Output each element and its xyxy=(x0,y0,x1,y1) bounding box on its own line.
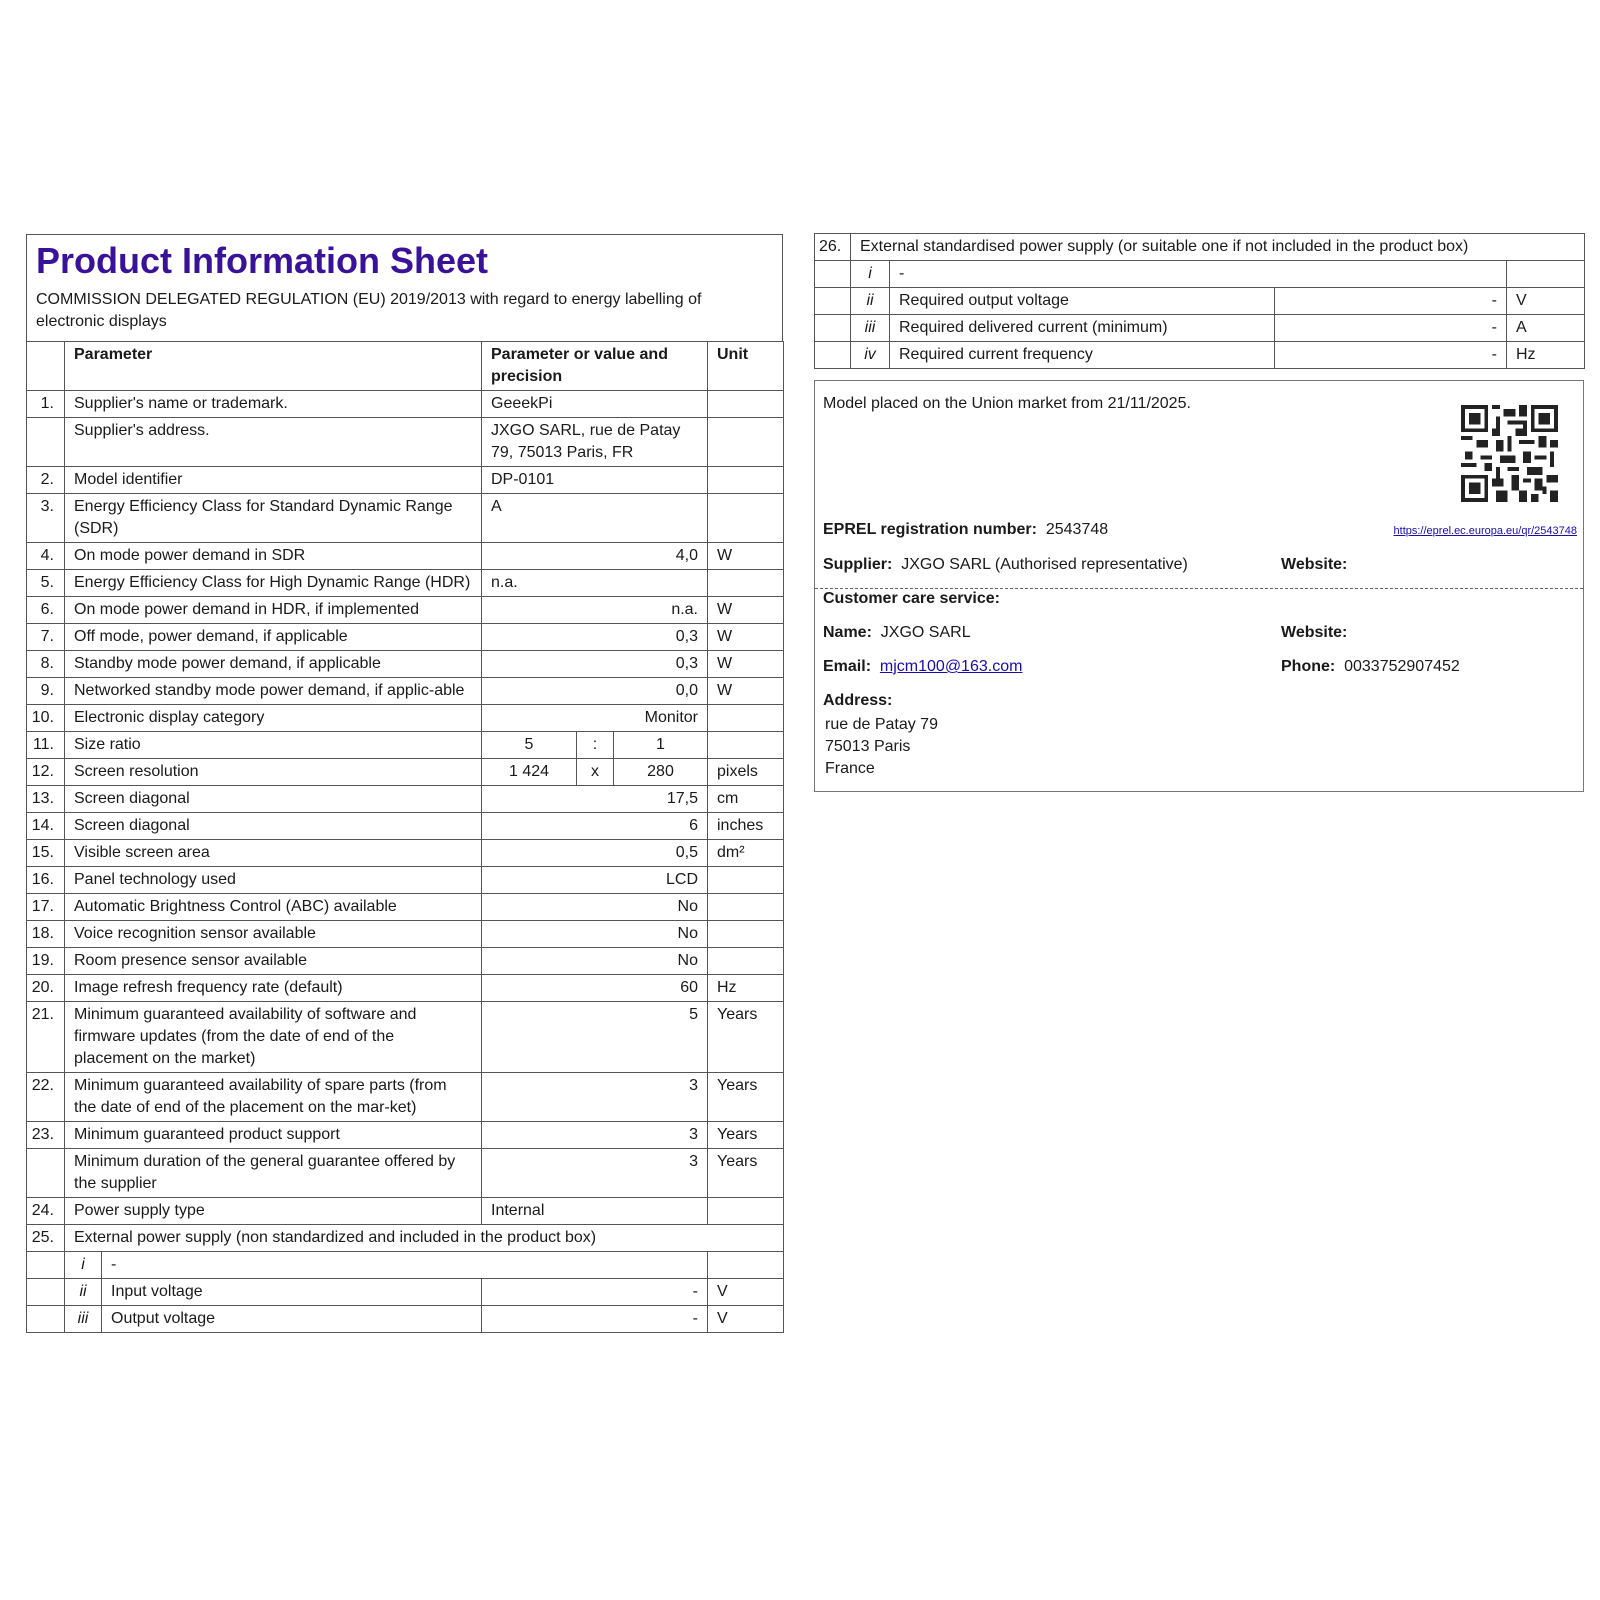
table-row xyxy=(27,705,784,732)
sub-row xyxy=(27,1279,784,1306)
header-value: Parameter or value and precision xyxy=(482,342,708,391)
row-unit xyxy=(708,418,784,467)
row-unit xyxy=(708,467,784,494)
care-name-line xyxy=(823,624,971,642)
row-value: n.a. xyxy=(482,570,708,597)
sub-row-text: Required current frequency xyxy=(890,342,1275,369)
market-placement-text: Model placed on the Union market from 21/11/2025. xyxy=(823,395,1191,412)
row-number: 21. xyxy=(27,1002,65,1073)
row-number xyxy=(27,1149,65,1198)
care-email-link[interactable]: mjcm100@163.com xyxy=(879,658,1023,675)
row-parameter: Visible screen area xyxy=(65,840,482,867)
address-line: 75013 Paris xyxy=(825,738,911,755)
supplier-website-label: Website: xyxy=(1281,556,1348,573)
care-name-label: Name: xyxy=(823,624,872,641)
row-value-a: 5 xyxy=(482,732,577,759)
row-number: 9. xyxy=(27,678,65,705)
row-parameter: Minimum guaranteed availability of software and firmware updates (from the date of end of the placement on the market) xyxy=(65,1002,482,1073)
row-unit: W xyxy=(708,678,784,705)
row-number: 20. xyxy=(27,975,65,1002)
sub-row-index: i xyxy=(851,261,890,288)
table-row xyxy=(27,678,784,705)
row-value: 6 xyxy=(482,813,708,840)
sub-row-unit xyxy=(708,1252,784,1279)
sub-row-index: ii xyxy=(851,288,890,315)
eprel-link[interactable]: https://eprel.ec.europa.eu/qr/2543748 xyxy=(1393,525,1577,537)
row-unit xyxy=(708,1198,784,1225)
row-parameter: Screen diagonal xyxy=(65,813,482,840)
care-phone-label: Phone: xyxy=(1281,658,1336,675)
sub-row-text: Input voltage xyxy=(102,1279,482,1306)
row-parameter: Automatic Brightness Control (ABC) available xyxy=(65,894,482,921)
row-unit: pixels xyxy=(708,759,784,786)
supplier-label: Supplier: xyxy=(823,556,893,573)
table-row xyxy=(27,813,784,840)
header-unit: Unit xyxy=(708,342,784,391)
table-row xyxy=(27,418,784,467)
row-parameter: Off mode, power demand, if applicable xyxy=(65,624,482,651)
eprel-label: EPREL registration number: xyxy=(823,521,1037,538)
sub-row-value: - xyxy=(482,1279,708,1306)
row-unit: W xyxy=(708,624,784,651)
row-parameter: External power supply (non standardized and included in the product box) xyxy=(65,1225,784,1252)
row-unit xyxy=(708,894,784,921)
row-unit xyxy=(708,948,784,975)
header-parameter: Parameter xyxy=(65,342,482,391)
sub-row-index: iv xyxy=(851,342,890,369)
care-address xyxy=(825,714,938,780)
row-number: 8. xyxy=(27,651,65,678)
row-unit: W xyxy=(708,597,784,624)
row-unit: Years xyxy=(708,1002,784,1073)
sub-row-value: - xyxy=(482,1306,708,1333)
row-value: 3 xyxy=(482,1149,708,1198)
table-row xyxy=(27,894,784,921)
row-value: No xyxy=(482,948,708,975)
table-row xyxy=(27,759,784,786)
sub-row-index: iii xyxy=(65,1306,102,1333)
sub-row xyxy=(27,1252,784,1279)
row-parameter: Standby mode power demand, if applicable xyxy=(65,651,482,678)
sub-row-unit: A xyxy=(1507,315,1585,342)
table-row xyxy=(27,786,784,813)
sub-row-unit xyxy=(1507,261,1585,288)
table-row xyxy=(27,975,784,1002)
row26-header xyxy=(815,234,1585,261)
address-line: rue de Patay 79 xyxy=(825,716,938,733)
row-unit: Years xyxy=(708,1122,784,1149)
row-number: 14. xyxy=(27,813,65,840)
page-title: Product Information Sheet xyxy=(36,240,489,281)
sub-row-value: - xyxy=(1275,342,1507,369)
table-row xyxy=(27,1149,784,1198)
row-parameter: Supplier's name or trademark. xyxy=(65,391,482,418)
row-unit: W xyxy=(708,543,784,570)
row-value: 3 xyxy=(482,1073,708,1122)
external-standardised-power-supply xyxy=(814,233,1584,369)
row-number: 7. xyxy=(27,624,65,651)
row-unit xyxy=(708,494,784,543)
row-value: n.a. xyxy=(482,597,708,624)
address-line: France xyxy=(825,760,875,777)
sub-row-index: i xyxy=(65,1252,102,1279)
row-unit xyxy=(708,867,784,894)
row-value-b: 1 xyxy=(614,732,708,759)
row-unit: dm² xyxy=(708,840,784,867)
row-parameter: Minimum guaranteed product support xyxy=(65,1122,482,1149)
product-info-sheet xyxy=(26,234,783,1333)
row-number: 22. xyxy=(27,1073,65,1122)
row-parameter: Size ratio xyxy=(65,732,482,759)
table-row xyxy=(27,1198,784,1225)
row-value: No xyxy=(482,921,708,948)
dashed-divider xyxy=(815,588,1583,589)
row-number: 3. xyxy=(27,494,65,543)
row-value: A xyxy=(482,494,708,543)
care-email-label: Email: xyxy=(823,658,872,675)
customer-care-heading: Customer care service: xyxy=(823,590,1000,607)
row-value: 0,0 xyxy=(482,678,708,705)
row-value-separator: : xyxy=(577,732,614,759)
row-unit: inches xyxy=(708,813,784,840)
table-row xyxy=(27,391,784,418)
row-number: 18. xyxy=(27,921,65,948)
row-parameter: On mode power demand in HDR, if implemented xyxy=(65,597,482,624)
row-number: 16. xyxy=(27,867,65,894)
table-row xyxy=(27,543,784,570)
row-parameter: Minimum guaranteed availability of spare parts (from the date of end of the placement on the mar-ket) xyxy=(65,1073,482,1122)
row-value-b: 280 xyxy=(614,759,708,786)
row-value: 17,5 xyxy=(482,786,708,813)
table-header-row xyxy=(27,342,784,391)
row-number: 25. xyxy=(27,1225,65,1252)
sub-row-unit: V xyxy=(1507,288,1585,315)
row-value: 3 xyxy=(482,1122,708,1149)
row-value: Monitor xyxy=(482,705,708,732)
table-row xyxy=(27,1073,784,1122)
row-parameter: On mode power demand in SDR xyxy=(65,543,482,570)
row-value: 0,3 xyxy=(482,624,708,651)
table-row xyxy=(27,494,784,543)
row-parameter: Electronic display category xyxy=(65,705,482,732)
care-phone-line xyxy=(1281,658,1460,676)
table-row xyxy=(27,1122,784,1149)
row-number: 6. xyxy=(27,597,65,624)
row-parameter: Energy Efficiency Class for Standard Dynamic Range (SDR) xyxy=(65,494,482,543)
row-parameter: Power supply type xyxy=(65,1198,482,1225)
row-number: 15. xyxy=(27,840,65,867)
care-email-line xyxy=(823,658,1022,676)
table-row xyxy=(27,867,784,894)
sub-row-index: iii xyxy=(851,315,890,342)
regulation-subtitle: COMMISSION DELEGATED REGULATION (EU) 2019/2013 with regard to energy labelling of electronic displays xyxy=(36,291,702,330)
row-parameter: Minimum duration of the general guarantee offered by the supplier xyxy=(65,1149,482,1198)
row-unit: Years xyxy=(708,1149,784,1198)
care-address-label: Address: xyxy=(823,692,893,709)
row-value: Internal xyxy=(482,1198,708,1225)
sub-row-spacer xyxy=(815,288,851,315)
row-number: 17. xyxy=(27,894,65,921)
row-value: No xyxy=(482,894,708,921)
row-number: 4. xyxy=(27,543,65,570)
row-unit: cm xyxy=(708,786,784,813)
sub-row-value: - xyxy=(1275,315,1507,342)
sub-row-unit: Hz xyxy=(1507,342,1585,369)
sub-row-spacer xyxy=(27,1306,65,1333)
row-value: JXGO SARL, rue de Patay 79, 75013 Paris, FR xyxy=(482,418,708,467)
row-parameter: Image refresh frequency rate (default) xyxy=(65,975,482,1002)
header-box xyxy=(26,234,783,341)
sub-row-spacer xyxy=(815,261,851,288)
row26-number: 26. xyxy=(815,234,851,261)
row-value: 60 xyxy=(482,975,708,1002)
table-row xyxy=(27,467,784,494)
table-row xyxy=(27,651,784,678)
sub-row-spacer xyxy=(815,342,851,369)
sub-row xyxy=(27,1306,784,1333)
care-phone-value: 0033752907452 xyxy=(1344,658,1460,675)
table-row xyxy=(27,1002,784,1073)
sub-row xyxy=(815,342,1585,369)
sub-row-text: Required output voltage xyxy=(890,288,1275,315)
row-unit xyxy=(708,732,784,759)
row-parameter: Supplier's address. xyxy=(65,418,482,467)
row-value: 0,5 xyxy=(482,840,708,867)
row-number: 11. xyxy=(27,732,65,759)
row-number: 13. xyxy=(27,786,65,813)
sub-row-unit: V xyxy=(708,1279,784,1306)
row-number: 10. xyxy=(27,705,65,732)
row-number: 23. xyxy=(27,1122,65,1149)
sub-row-text: Output voltage xyxy=(102,1306,482,1333)
row26-table xyxy=(814,233,1585,369)
sub-row xyxy=(815,288,1585,315)
row-unit xyxy=(708,570,784,597)
supplier-line xyxy=(823,556,1188,574)
care-name-value: JXGO SARL xyxy=(880,624,971,641)
row-value: 0,3 xyxy=(482,651,708,678)
row-parameter: Screen diagonal xyxy=(65,786,482,813)
row-number xyxy=(27,418,65,467)
sub-row-unit: V xyxy=(708,1306,784,1333)
sub-row-index: ii xyxy=(65,1279,102,1306)
table-row xyxy=(27,732,784,759)
row-parameter: Screen resolution xyxy=(65,759,482,786)
row-value-a: 1 424 xyxy=(482,759,577,786)
row-value: LCD xyxy=(482,867,708,894)
row-value: 5 xyxy=(482,1002,708,1073)
table-row xyxy=(27,624,784,651)
row-parameter: Networked standby mode power demand, if applic-able xyxy=(65,678,482,705)
sub-row xyxy=(815,315,1585,342)
row-value-separator: x xyxy=(577,759,614,786)
row-parameter: Voice recognition sensor available xyxy=(65,921,482,948)
row-number: 24. xyxy=(27,1198,65,1225)
row-number: 12. xyxy=(27,759,65,786)
care-website-label: Website: xyxy=(1281,624,1348,641)
parameter-table xyxy=(26,341,784,1333)
row-unit xyxy=(708,705,784,732)
sub-row-text: - xyxy=(890,261,1507,288)
sub-row-spacer xyxy=(815,315,851,342)
sub-row-spacer xyxy=(27,1279,65,1306)
row-value: 4,0 xyxy=(482,543,708,570)
row26-label: External standardised power supply (or suitable one if not included in the product box) xyxy=(851,234,1585,261)
row-unit: Hz xyxy=(708,975,784,1002)
row-unit: Years xyxy=(708,1073,784,1122)
supplier-info-box xyxy=(814,380,1584,792)
row-unit xyxy=(708,391,784,418)
table-row xyxy=(27,948,784,975)
row-parameter: Model identifier xyxy=(65,467,482,494)
row-number: 5. xyxy=(27,570,65,597)
table-row xyxy=(27,570,784,597)
row-number: 19. xyxy=(27,948,65,975)
table-row xyxy=(27,597,784,624)
sub-row-text: Required delivered current (minimum) xyxy=(890,315,1275,342)
sub-row-spacer xyxy=(27,1252,65,1279)
row-number: 2. xyxy=(27,467,65,494)
supplier-value: JXGO SARL (Authorised representative) xyxy=(901,556,1188,573)
row-number: 1. xyxy=(27,391,65,418)
row-parameter: Energy Efficiency Class for High Dynamic Range (HDR) xyxy=(65,570,482,597)
header-number-cell xyxy=(27,342,65,391)
table-row xyxy=(27,840,784,867)
row-parameter: Panel technology used xyxy=(65,867,482,894)
table-row xyxy=(27,1225,784,1252)
table-row xyxy=(27,921,784,948)
row-unit: W xyxy=(708,651,784,678)
eprel-number: 2543748 xyxy=(1045,521,1109,538)
eprel-registration xyxy=(823,521,1108,539)
sub-row-text: - xyxy=(102,1252,708,1279)
row-unit xyxy=(708,921,784,948)
sub-row xyxy=(815,261,1585,288)
qr-code-icon xyxy=(1461,405,1558,502)
row-parameter: Room presence sensor available xyxy=(65,948,482,975)
row-value: GeeekPi xyxy=(482,391,708,418)
sub-row-value: - xyxy=(1275,288,1507,315)
row-value: DP-0101 xyxy=(482,467,708,494)
